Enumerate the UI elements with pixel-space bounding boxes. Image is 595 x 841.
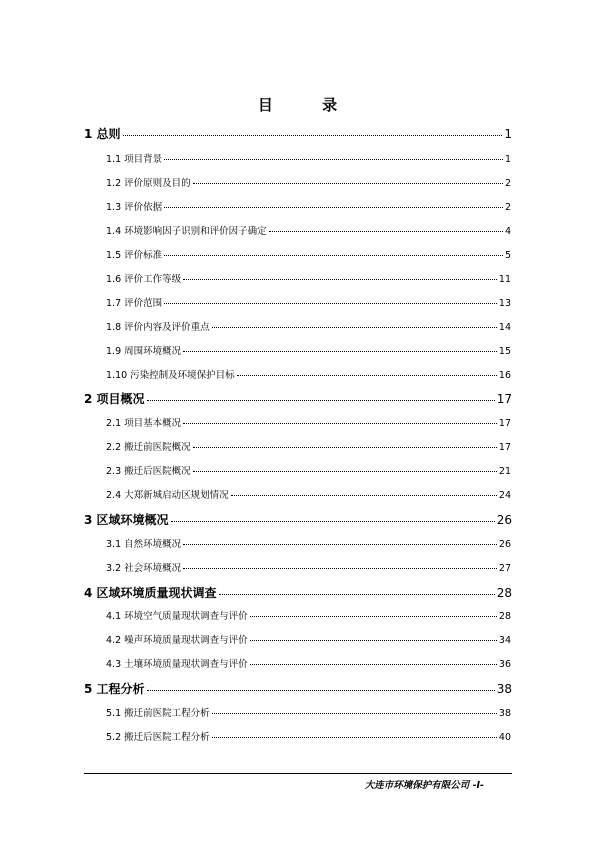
- toc-entry[interactable]: [106, 367, 511, 381]
- toc-entry-page-number: 1: [504, 154, 511, 165]
- toc-entry[interactable]: [106, 295, 511, 309]
- footer-divider: [84, 773, 512, 774]
- toc-entry[interactable]: [106, 536, 511, 550]
- toc-entry[interactable]: [106, 415, 511, 429]
- toc-entry-page-number: 5: [504, 250, 511, 261]
- toc-entry-label: 1.7 评价范围: [106, 298, 163, 309]
- toc-entry[interactable]: [106, 199, 511, 213]
- toc-entry-label: 2.1 项目基本概况: [106, 418, 182, 429]
- toc-entry-page-number: 16: [498, 370, 511, 381]
- toc-entry-page-number: 26: [498, 539, 511, 550]
- toc-entry-label: 1.8 评价内容及评价重点: [106, 322, 210, 333]
- toc-dot-leader: [123, 135, 503, 136]
- toc-entry-label: 1.10 污染控制及环境保护目标: [106, 370, 235, 381]
- toc-entry-page-number: 27: [498, 563, 511, 574]
- toc-entry[interactable]: [106, 151, 511, 165]
- toc-entry[interactable]: [106, 560, 511, 574]
- toc-entry[interactable]: [84, 390, 512, 407]
- toc-entry[interactable]: [106, 223, 511, 237]
- toc-dot-leader: [212, 737, 497, 738]
- toc-dot-leader: [164, 207, 503, 208]
- toc-entry[interactable]: [106, 271, 511, 285]
- toc-entry[interactable]: [84, 125, 512, 142]
- toc-entry-page-number: 13: [498, 298, 511, 309]
- toc-entry[interactable]: [84, 584, 512, 601]
- toc-entry[interactable]: [106, 463, 511, 477]
- toc-entry[interactable]: [106, 247, 511, 261]
- toc-entry-label: 5 工程分析: [84, 682, 145, 696]
- toc-dot-leader: [164, 159, 503, 160]
- toc-entry-label: 4.1 环境空气质量现状调查与评价: [106, 611, 248, 622]
- toc-entry[interactable]: [106, 319, 511, 333]
- toc-entry-label: 5.1 搬迁前医院工程分析: [106, 708, 210, 719]
- toc-entry-page-number: 40: [498, 732, 511, 743]
- page-title: 目 录: [257, 96, 360, 114]
- toc-entry-page-number: 38: [496, 682, 512, 696]
- toc-entry[interactable]: [106, 608, 511, 622]
- toc-dot-leader: [250, 640, 497, 641]
- toc-entry-page-number: 14: [498, 322, 511, 333]
- toc-dot-leader: [212, 713, 497, 714]
- toc-entry[interactable]: [84, 511, 512, 528]
- toc-entry[interactable]: [106, 343, 511, 357]
- toc-entry-label: 1.3 评价依据: [106, 202, 163, 213]
- toc-entry[interactable]: [106, 439, 511, 453]
- toc-dot-leader: [193, 471, 497, 472]
- toc-dot-leader: [183, 544, 497, 545]
- toc-entry-page-number: 34: [498, 635, 511, 646]
- toc-entry-page-number: 28: [498, 611, 511, 622]
- toc-entry-label: 2.2 搬迁前医院概况: [106, 442, 191, 453]
- toc-entry-label: 4.3 土壤环境质量现状调查与评价: [106, 659, 248, 670]
- toc-entry-page-number: 4: [504, 226, 511, 237]
- toc-entry[interactable]: [106, 632, 511, 646]
- toc-entry-label: 3.1 自然环境概况: [106, 539, 182, 550]
- toc-entry[interactable]: [106, 656, 511, 670]
- toc-entry-page-number: 11: [498, 274, 511, 285]
- toc-entry-page-number: 24: [498, 490, 511, 501]
- toc-dot-leader: [171, 521, 495, 522]
- toc-dot-leader: [219, 594, 495, 595]
- toc-dot-leader: [147, 690, 495, 691]
- toc-entry-label: 1.2 评价原则及目的: [106, 178, 191, 189]
- toc-dot-leader: [183, 423, 497, 424]
- toc-dot-leader: [250, 616, 497, 617]
- toc-dot-leader: [147, 400, 495, 401]
- toc-entry[interactable]: [106, 729, 511, 743]
- toc-entry[interactable]: [106, 705, 511, 719]
- toc-entry-page-number: 26: [496, 513, 512, 527]
- toc-dot-leader: [250, 664, 497, 665]
- toc-entry-page-number: 38: [498, 708, 511, 719]
- toc-entry-label: 2.3 搬迁后医院概况: [106, 466, 191, 477]
- toc-dot-leader: [164, 255, 503, 256]
- footer-text: 大连市环境保护有限公司 -I-: [364, 780, 484, 791]
- toc-entry-label: 2.4 大郑新城启动区规划情况: [106, 490, 229, 501]
- toc-entry-label: 3.2 社会环境概况: [106, 563, 182, 574]
- toc-dot-leader: [193, 183, 503, 184]
- toc-entry-page-number: 36: [498, 659, 511, 670]
- toc-entry-label: 1.9 周围环境概况: [106, 346, 182, 357]
- toc-entry-label: 5.2 搬迁后医院工程分析: [106, 732, 210, 743]
- toc-dot-leader: [183, 568, 497, 569]
- toc-entry-page-number: 2: [504, 202, 511, 213]
- toc-entry[interactable]: [84, 680, 512, 697]
- toc-dot-leader: [193, 447, 497, 448]
- toc-entry-label: 1.6 评价工作等级: [106, 274, 182, 285]
- toc-dot-leader: [183, 279, 497, 280]
- toc-entry-label: 4 区域环境质量现状调查: [84, 586, 217, 600]
- toc-entry-page-number: 1: [504, 127, 512, 141]
- toc-dot-leader: [237, 375, 497, 376]
- toc-entry-page-number: 17: [498, 442, 511, 453]
- toc-dot-leader: [269, 231, 503, 232]
- toc-entry-page-number: 17: [498, 418, 511, 429]
- toc-entry-label: 1.5 评价标准: [106, 250, 163, 261]
- toc-dot-leader: [164, 303, 497, 304]
- toc-dot-leader: [231, 495, 497, 496]
- toc-entry-page-number: 2: [504, 178, 511, 189]
- toc-entry-page-number: 15: [498, 346, 511, 357]
- toc-entry-label: 1.1 项目背景: [106, 154, 163, 165]
- toc-entry-label: 1 总则: [84, 127, 121, 141]
- toc-dot-leader: [183, 351, 497, 352]
- toc-entry-label: 1.4 环境影响因子识别和评价因子确定: [106, 226, 267, 237]
- toc-entry[interactable]: [106, 175, 511, 189]
- toc-entry-page-number: 28: [496, 586, 512, 600]
- toc-entry-label: 2 项目概况: [84, 392, 145, 406]
- toc-entry-page-number: 21: [498, 466, 511, 477]
- toc-dot-leader: [212, 327, 497, 328]
- toc-entry-label: 3 区域环境概况: [84, 513, 169, 527]
- toc-entry-label: 4.2 噪声环境质量现状调查与评价: [106, 635, 248, 646]
- toc-entry[interactable]: [106, 487, 511, 501]
- toc-entry-page-number: 17: [496, 392, 512, 406]
